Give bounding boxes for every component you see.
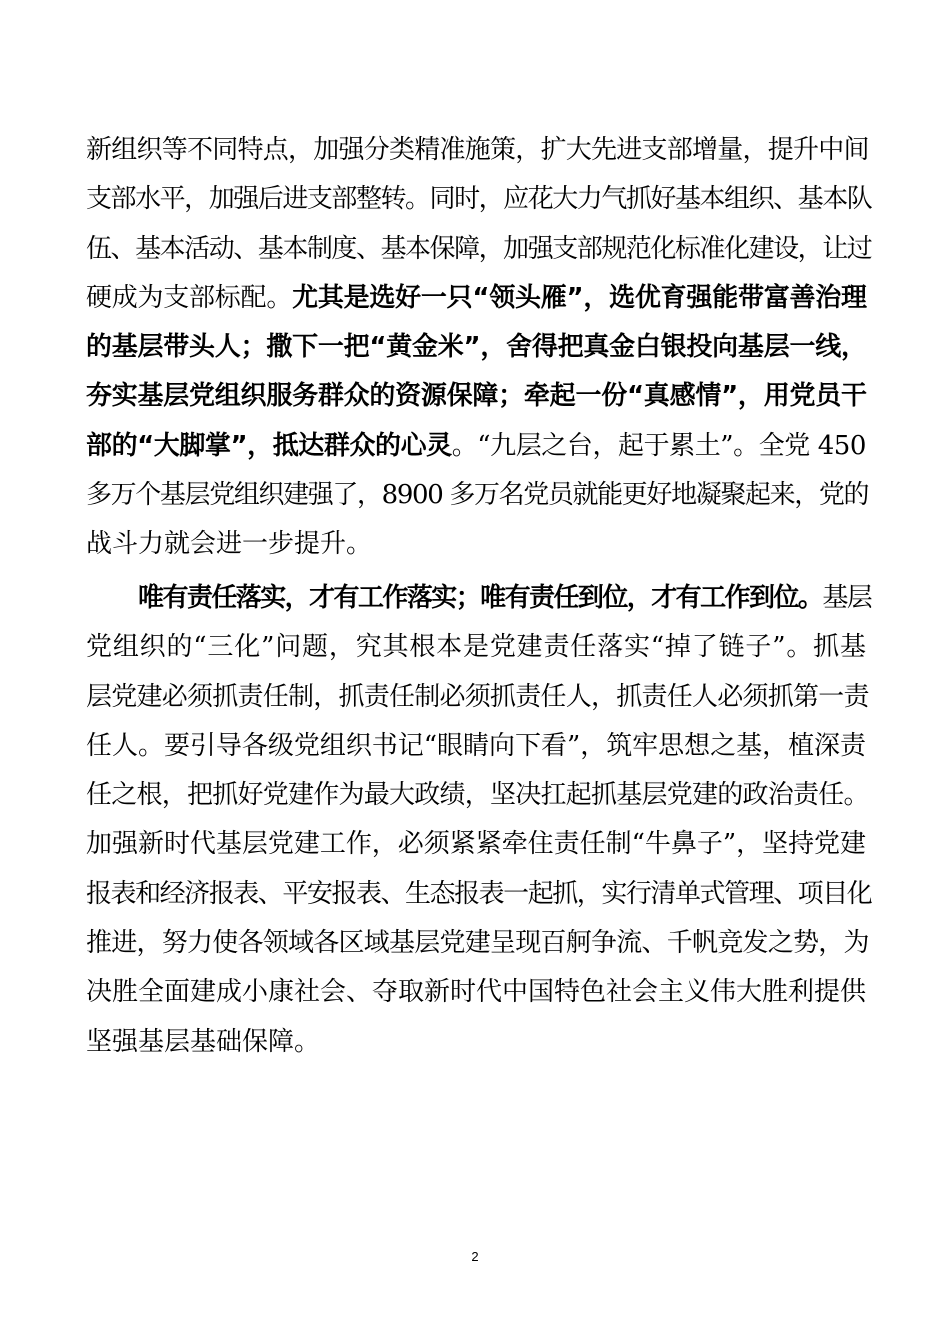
- text-run: 多万个基层党组织建强了，8900 多万名党员就能更好地凝聚起来，党的: [86, 480, 869, 511]
- text-line: [86, 870, 872, 919]
- text-run: 硬成为支部标配。: [86, 282, 293, 313]
- text-run: 支部水平，加强后进支部整转。同时，应花大力气抓好基本组织、基本队: [86, 184, 872, 215]
- text-run: 基层: [822, 583, 872, 613]
- text-line: [86, 274, 866, 323]
- text-run: 层党建必须抓责任制，抓责任制必须抓责任人，抓责任人必须抓第一责: [86, 681, 869, 712]
- text-line: [86, 919, 869, 968]
- text-line: [86, 520, 866, 569]
- text-line: [86, 771, 869, 820]
- text-run: 伍、基本活动、基本制度、基本保障，加强支部规范化标准化建设，让过: [86, 233, 872, 264]
- text-run: 推进，努力使各领域各区域基层党建呈现百舸争流、千帆竞发之势，为: [86, 928, 869, 959]
- text-run: 报表和经济报表、平安报表、生态报表一起抓，实行清单式管理、项目化: [86, 878, 872, 909]
- text-run: 决胜全面建成小康社会、夺取新时代中国特色社会主义伟大胜利提供: [86, 977, 867, 1008]
- text-line: [86, 372, 866, 421]
- paragraph-1: [86, 126, 872, 570]
- text-line: [86, 623, 866, 672]
- bold-text-run: 的基层带头人；撒下一把“黄金米”，舍得把真金白银投向基层一线，: [86, 332, 867, 363]
- page-number: 2: [471, 1249, 479, 1264]
- text-run: 。“九层之台，起于累土”。全党 450: [451, 430, 867, 461]
- text-line: [86, 471, 869, 520]
- text-run: 坚强基层基础保障。: [86, 1026, 321, 1057]
- text-line: [86, 722, 866, 771]
- text-line: [86, 225, 872, 274]
- bold-text-run: 唯有责任落实，才有工作落实；唯有责任到位，才有工作到位。: [138, 583, 823, 613]
- text-run: 任人。要引导各级党组织书记“眼睛向下看”，筑牢思想之基，植深责: [86, 730, 866, 761]
- text-run: 战斗力就会进一步提升。: [86, 529, 373, 560]
- text-run: 任之根，把抓好党建作为最大政绩，坚决扛起抓基层党建的政治责任。: [86, 780, 869, 811]
- bold-text-run: 尤其是选好一只“领头雁”，选优育强能带富善治理: [292, 282, 867, 313]
- text-line: [86, 968, 866, 1017]
- paragraph-2: [86, 574, 872, 1067]
- text-run: 新组织等不同特点，加强分类精准施策，扩大先进支部增量，提升中间: [86, 135, 869, 165]
- text-line: [86, 126, 869, 175]
- bold-text-run: 部的“大脚掌”，抵达群众的心灵: [86, 430, 452, 461]
- text-line: [86, 820, 866, 869]
- text-line: [86, 673, 869, 722]
- text-line: [86, 422, 866, 471]
- text-line: [86, 323, 866, 372]
- bold-text-run: 夯实基层党组织服务群众的资源保障；牵起一份“真感情”，用党员干: [86, 381, 867, 412]
- text-line: [86, 574, 872, 623]
- text-run: 党组织的“三化”问题，究其根本是党建责任落实“掉了链子”。抓基: [86, 632, 866, 663]
- text-line: [86, 1018, 866, 1067]
- text-line: [86, 175, 872, 224]
- text-run: 加强新时代基层党建工作，必须紧紧牵住责任制“牛鼻子”，坚持党建: [86, 829, 866, 860]
